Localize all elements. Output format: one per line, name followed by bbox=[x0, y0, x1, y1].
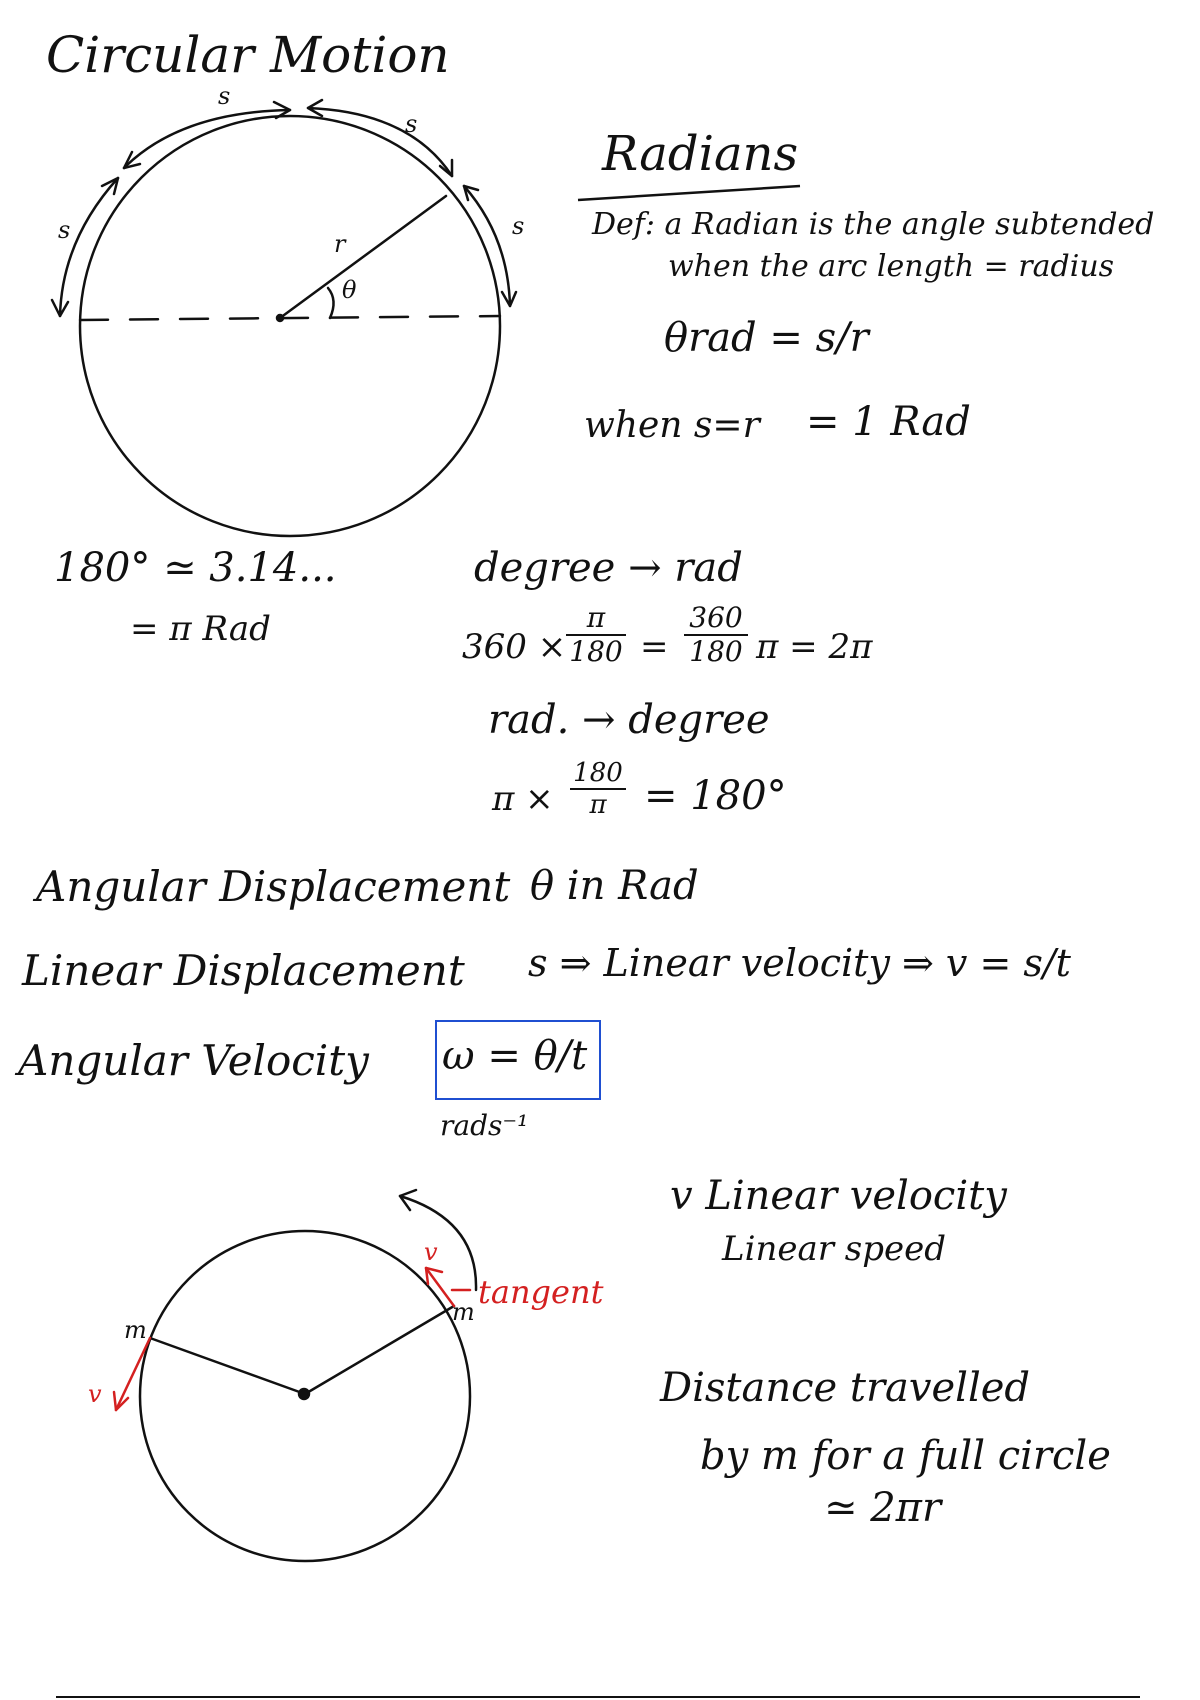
radian-when-line: when s=r bbox=[584, 405, 760, 446]
distance-line1: Distance travelled bbox=[660, 1365, 1031, 1411]
left-velocity-label: v bbox=[88, 1380, 102, 1408]
radius-line bbox=[280, 196, 446, 318]
left-mass-label: m bbox=[124, 1316, 147, 1344]
rad-to-deg-fraction-numerator: 180 bbox=[573, 758, 623, 788]
radian-formula: θrad = s/r bbox=[664, 315, 869, 361]
linear-velocity-line1: v Linear velocity bbox=[670, 1173, 1007, 1219]
deg-to-rad-fraction2-numerator: 360 bbox=[689, 601, 743, 634]
radian-definition-line1: Def: a Radian is the angle subtended bbox=[592, 207, 1155, 242]
arc-label-top-left: s bbox=[218, 82, 231, 110]
angular-velocity-formula: ω = θ/t bbox=[442, 1033, 588, 1079]
angle-label: θ bbox=[342, 276, 357, 304]
velocity-circle-center bbox=[299, 1389, 309, 1399]
angular-displacement-label: Angular Displacement bbox=[36, 862, 511, 911]
horizontal-diameter-dashed bbox=[80, 316, 500, 320]
deg-to-rad-equals: = bbox=[640, 627, 669, 667]
radian-when-result: = 1 Rad bbox=[806, 399, 971, 445]
radian-circle bbox=[80, 116, 500, 536]
rad-to-deg-fraction bbox=[570, 760, 626, 818]
deg-to-rad-rhs: π = 2π bbox=[756, 627, 873, 667]
deg-to-rad-fraction2 bbox=[684, 601, 748, 668]
right-velocity-label: v bbox=[424, 1238, 438, 1266]
radians-heading: Radians bbox=[602, 126, 799, 182]
right-mass-label: m bbox=[452, 1298, 475, 1326]
arc-label-top-right: s bbox=[405, 110, 418, 138]
radians-underline bbox=[578, 186, 800, 200]
radius-to-right-mass bbox=[305, 1306, 454, 1394]
angular-displacement-value: θ in Rad bbox=[530, 863, 699, 909]
angular-velocity-unit: rads⁻¹ bbox=[440, 1109, 529, 1142]
linear-displacement-value: s ⇒ Linear velocity ⇒ v = s/t bbox=[528, 941, 1071, 985]
angular-velocity-label: Angular Velocity bbox=[18, 1036, 369, 1085]
deg-to-rad-fraction-numerator: π bbox=[586, 601, 606, 634]
degree-approx-line: 180° ≃ 3.14... bbox=[54, 545, 337, 591]
radius-to-left-mass bbox=[150, 1338, 305, 1394]
deg-to-rad-lhs: 360 × bbox=[462, 627, 567, 667]
distance-line2: by m for a full circle bbox=[700, 1433, 1111, 1479]
arc-right bbox=[464, 186, 510, 306]
distance-line3: ≃ 2πr bbox=[824, 1485, 942, 1531]
rad-to-deg-lhs: π × bbox=[492, 779, 554, 819]
arc-top-right bbox=[308, 108, 452, 176]
tangent-label: tangent bbox=[478, 1273, 604, 1311]
rotation-arrow-arc bbox=[400, 1196, 476, 1290]
center-dot bbox=[277, 315, 283, 321]
linear-displacement-label: Linear Displacement bbox=[22, 946, 465, 995]
pi-rad-line: = π Rad bbox=[130, 609, 271, 649]
deg-to-rad-fraction bbox=[566, 601, 626, 668]
left-velocity-vector bbox=[116, 1338, 150, 1410]
arc-label-right: s bbox=[512, 212, 525, 240]
rad-to-deg-rhs: = 180° bbox=[644, 773, 787, 819]
linear-velocity-line2: Linear speed bbox=[722, 1229, 947, 1269]
deg-to-rad-heading: degree → rad bbox=[474, 545, 743, 591]
arc-label-left: s bbox=[58, 216, 71, 244]
deg-to-rad-fraction-denominator: 180 bbox=[569, 635, 623, 668]
rad-to-deg-heading: rad. → degree bbox=[488, 697, 770, 743]
radian-definition-line2: when the arc length = radius bbox=[668, 249, 1115, 284]
deg-to-rad-fraction2-denominator: 180 bbox=[689, 635, 743, 668]
radius-label: r bbox=[334, 230, 346, 258]
rad-to-deg-fraction-denominator: π bbox=[589, 790, 607, 820]
arc-left bbox=[60, 178, 118, 316]
angle-arc bbox=[328, 288, 334, 318]
page-title: Circular Motion bbox=[46, 26, 450, 84]
diagram-radian-circle bbox=[52, 100, 516, 536]
